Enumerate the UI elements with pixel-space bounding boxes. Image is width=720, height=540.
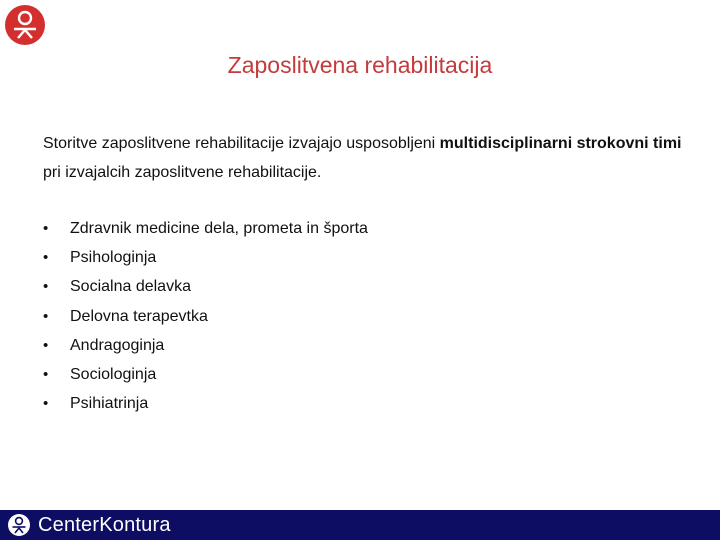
bullet-icon: • [43,220,49,237]
list-item [43,214,368,243]
bullet-icon: • [43,395,49,413]
list-item-label: Delovna terapevtka [70,307,208,325]
intro-bold-text: multidisciplinarni strokovni timi [439,135,682,152]
kontura-logo-icon [4,4,46,46]
list-item [43,331,368,360]
intro-paragraph [43,129,683,187]
intro-text-2: pri izvajalcih zaposlitvene rehabilitacije. [43,164,322,181]
bullet-icon: • [43,366,49,384]
list-item-label: Zdravnik medicine dela, prometa in športa [70,220,368,237]
list-item [43,272,368,301]
kontura-logo-icon [6,513,32,537]
bullet-icon: • [43,278,49,296]
footer-bar [0,510,720,540]
list-item-label: Psihiatrinja [70,395,149,413]
list-item-label: Andragoginja [70,336,165,354]
footer-brand-name: CenterKontura [38,514,171,536]
bullet-list [43,214,368,418]
list-item-label: Socialna delavka [70,278,191,296]
list-item-label: Sociologinja [70,366,157,384]
bullet-icon: • [43,336,49,354]
slide-title: Zaposlitvena rehabilitacija [227,52,493,78]
list-item-label: Psihologinja [70,249,157,267]
intro-text-1: Storitve zaposlitvene rehabilitacije izvajajo usposobljeni [43,135,440,152]
list-item [43,243,368,272]
list-item [43,360,368,389]
bullet-icon: • [43,307,49,325]
list-item [43,389,368,418]
list-item [43,302,368,331]
bullet-icon: • [43,249,49,267]
